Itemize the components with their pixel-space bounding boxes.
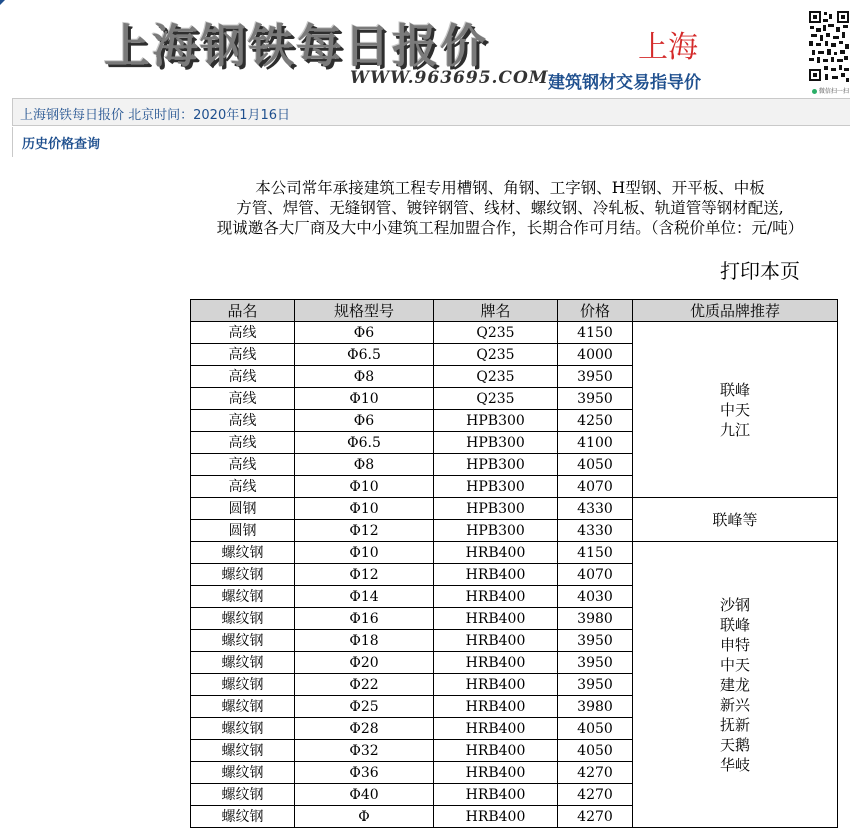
cell-product-name: 螺纹钢 — [191, 542, 295, 564]
cell-grade: HRB400 — [434, 696, 558, 718]
cell-spec: Φ6 — [295, 410, 434, 432]
cell-price: 3950 — [558, 674, 633, 696]
info-bar-text: 上海钢铁每日报价 北京时间：2020年1月16日 — [20, 108, 291, 123]
cell-spec: Φ22 — [295, 674, 434, 696]
cell-spec: Φ6 — [295, 322, 434, 344]
cell-product-name: 螺纹钢 — [191, 652, 295, 674]
cell-grade: HPB300 — [434, 498, 558, 520]
cell-spec: Φ10 — [295, 498, 434, 520]
history-bar — [12, 127, 850, 157]
cell-price: 4050 — [558, 718, 633, 740]
company-notice — [190, 178, 830, 238]
cell-spec: Φ10 — [295, 542, 434, 564]
qr-caption-text: 微信扫一扫 — [818, 88, 849, 95]
cell-price: 4150 — [558, 542, 633, 564]
price-table-body — [191, 322, 838, 828]
logo-subtitle: 建筑钢材交易指导价 — [548, 73, 701, 93]
cell-spec: Φ20 — [295, 652, 434, 674]
cell-spec: Φ8 — [295, 366, 434, 388]
cell-spec: Φ10 — [295, 388, 434, 410]
brand-name: 中天 — [719, 655, 750, 674]
cell-spec: Φ10 — [295, 476, 434, 498]
cell-product-name: 高线 — [191, 388, 295, 410]
corner-mark — [0, 0, 5, 5]
cell-price: 4100 — [558, 432, 633, 454]
header-price: 价格 — [558, 300, 633, 322]
brand-name: 新兴 — [719, 695, 750, 714]
header-spec: 规格型号 — [295, 300, 434, 322]
cell-spec: Φ40 — [295, 784, 434, 806]
cell-price: 4270 — [558, 762, 633, 784]
header-brands: 优质品牌推荐 — [633, 300, 838, 322]
logo-title: 上海钢铁每日报价 — [104, 19, 488, 73]
cell-spec: Φ6.5 — [295, 344, 434, 366]
cell-product-name: 螺纹钢 — [191, 674, 295, 696]
cell-price: 3980 — [558, 696, 633, 718]
recommended-brands-cell — [633, 322, 838, 498]
brand-name: 九江 — [719, 420, 750, 439]
recommended-brands-cell — [633, 498, 838, 542]
cell-spec: Φ18 — [295, 630, 434, 652]
logo-url[interactable]: WWW.963695.COM — [350, 68, 549, 88]
cell-price: 4050 — [558, 454, 633, 476]
cell-product-name: 螺纹钢 — [191, 784, 295, 806]
cell-price: 4150 — [558, 322, 633, 344]
notice-line-3: 现诚邀各大厂商及大中小建筑工程加盟合作，长期合作可月结。（含税价单位：元/吨） — [216, 219, 804, 237]
cell-product-name: 螺纹钢 — [191, 762, 295, 784]
qr-caption — [812, 86, 849, 95]
cell-product-name: 高线 — [191, 322, 295, 344]
wechat-icon — [812, 89, 817, 94]
cell-product-name: 螺纹钢 — [191, 630, 295, 652]
brand-name: 联峰 — [719, 615, 750, 634]
brand-name: 建龙 — [719, 675, 750, 694]
cell-price: 4330 — [558, 520, 633, 542]
brand-name: 抚新 — [719, 715, 750, 734]
cell-spec: Φ14 — [295, 586, 434, 608]
cell-product-name: 高线 — [191, 344, 295, 366]
cell-spec: Φ — [295, 806, 434, 828]
cell-spec: Φ16 — [295, 608, 434, 630]
info-bar — [12, 98, 850, 126]
cell-product-name: 圆钢 — [191, 520, 295, 542]
site-header — [0, 0, 850, 96]
cell-spec: Φ28 — [295, 718, 434, 740]
cell-spec: Φ25 — [295, 696, 434, 718]
cell-product-name: 螺纹钢 — [191, 586, 295, 608]
cell-grade: HRB400 — [434, 608, 558, 630]
cell-spec: Φ12 — [295, 564, 434, 586]
recommended-brands-cell — [633, 542, 838, 828]
cell-grade: HPB300 — [434, 520, 558, 542]
cell-grade: Q235 — [434, 322, 558, 344]
cell-product-name: 高线 — [191, 432, 295, 454]
cell-product-name: 螺纹钢 — [191, 740, 295, 762]
logo-city: 上海 — [638, 30, 698, 65]
cell-price: 4270 — [558, 784, 633, 806]
cell-grade: HRB400 — [434, 806, 558, 828]
brand-name: 华岐 — [719, 755, 750, 774]
cell-grade: HRB400 — [434, 762, 558, 784]
cell-grade: HRB400 — [434, 718, 558, 740]
cell-price: 3980 — [558, 608, 633, 630]
table-row — [191, 322, 838, 344]
notice-line-2: 方管、焊管、无缝钢管、镀锌钢管、线材、螺纹钢、冷轧板、轨道管等钢材配送, — [236, 199, 784, 217]
cell-price: 3950 — [558, 366, 633, 388]
cell-spec: Φ8 — [295, 454, 434, 476]
cell-grade: Q235 — [434, 366, 558, 388]
cell-price: 4270 — [558, 806, 633, 828]
brand-name: 申特 — [719, 635, 750, 654]
cell-grade: HRB400 — [434, 586, 558, 608]
cell-grade: HPB300 — [434, 410, 558, 432]
cell-spec: Φ6.5 — [295, 432, 434, 454]
cell-grade: HPB300 — [434, 454, 558, 476]
cell-grade: Q235 — [434, 388, 558, 410]
brand-name: 联峰等 — [712, 510, 758, 529]
brand-name: 天鹅 — [719, 735, 750, 754]
notice-line-1: 本公司常年承接建筑工程专用槽钢、角钢、工字钢、H型钢、开平板、中板 — [255, 179, 765, 197]
cell-price: 3950 — [558, 652, 633, 674]
cell-price: 3950 — [558, 630, 633, 652]
cell-spec: Φ12 — [295, 520, 434, 542]
cell-grade: HRB400 — [434, 784, 558, 806]
cell-product-name: 高线 — [191, 410, 295, 432]
cell-grade: HRB400 — [434, 564, 558, 586]
cell-price: 3950 — [558, 388, 633, 410]
cell-price: 4000 — [558, 344, 633, 366]
price-table — [190, 299, 838, 828]
cell-price: 4070 — [558, 476, 633, 498]
cell-product-name: 高线 — [191, 454, 295, 476]
header-product-name: 品名 — [191, 300, 295, 322]
cell-product-name: 螺纹钢 — [191, 718, 295, 740]
table-row — [191, 498, 838, 520]
cell-price: 4330 — [558, 498, 633, 520]
print-page-link[interactable]: 打印本页 — [720, 259, 800, 283]
cell-product-name: 螺纹钢 — [191, 696, 295, 718]
cell-grade: HRB400 — [434, 740, 558, 762]
cell-grade: HPB300 — [434, 476, 558, 498]
cell-grade: HRB400 — [434, 542, 558, 564]
cell-product-name: 高线 — [191, 476, 295, 498]
cell-grade: HRB400 — [434, 674, 558, 696]
cell-grade: HPB300 — [434, 432, 558, 454]
cell-grade: Q235 — [434, 344, 558, 366]
table-row — [191, 542, 838, 564]
cell-product-name: 高线 — [191, 366, 295, 388]
cell-price: 4070 — [558, 564, 633, 586]
brand-name: 沙钢 — [719, 595, 750, 614]
cell-product-name: 螺纹钢 — [191, 564, 295, 586]
cell-product-name: 螺纹钢 — [191, 608, 295, 630]
cell-product-name: 螺纹钢 — [191, 806, 295, 828]
cell-price: 4030 — [558, 586, 633, 608]
brand-name: 联峰 — [719, 380, 750, 399]
brand-name: 中天 — [719, 400, 750, 419]
table-header-row — [191, 300, 838, 322]
cell-spec: Φ32 — [295, 740, 434, 762]
cell-price: 4050 — [558, 740, 633, 762]
qr-code-icon — [808, 10, 850, 84]
cell-grade: HRB400 — [434, 652, 558, 674]
history-price-link[interactable]: 历史价格查询 — [22, 137, 101, 152]
header-grade: 牌名 — [434, 300, 558, 322]
cell-grade: HRB400 — [434, 630, 558, 652]
cell-spec: Φ36 — [295, 762, 434, 784]
cell-product-name: 圆钢 — [191, 498, 295, 520]
cell-price: 4250 — [558, 410, 633, 432]
